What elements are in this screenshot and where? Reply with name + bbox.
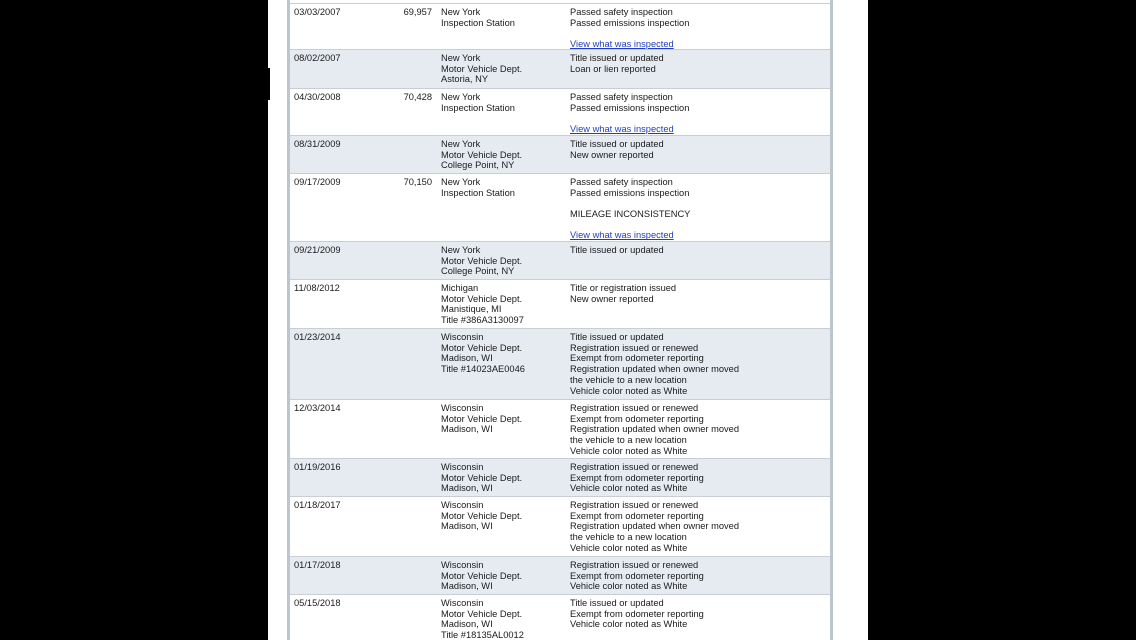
record-date: 12/03/2014 bbox=[294, 403, 341, 413]
source-line: Motor Vehicle Dept. bbox=[441, 608, 523, 619]
record-details bbox=[570, 283, 676, 304]
record-details bbox=[570, 177, 690, 241]
detail-line: Passed safety inspection bbox=[570, 7, 673, 17]
source-line: Motor Vehicle Dept. bbox=[441, 570, 523, 581]
record-date: 01/17/2018 bbox=[294, 560, 341, 570]
source-line: New York bbox=[441, 245, 481, 255]
detail-line: Exempt from odometer reporting bbox=[570, 472, 704, 483]
detail-line: Loan or lien reported bbox=[570, 63, 656, 74]
source-line: New York bbox=[441, 92, 481, 102]
record-details bbox=[570, 462, 704, 494]
source-line: Wisconsin bbox=[441, 403, 484, 413]
record-date: 11/08/2012 bbox=[294, 283, 340, 293]
detail-line: Passed emissions inspection bbox=[570, 102, 690, 113]
detail-line: Registration updated when owner moved bbox=[570, 364, 739, 375]
record-odometer: 69,957 bbox=[403, 7, 432, 17]
table-row bbox=[290, 458, 830, 497]
source-line: Motor Vehicle Dept. bbox=[441, 413, 523, 424]
source-line: Inspection Station bbox=[441, 17, 515, 28]
detail-line: Exempt from odometer reporting bbox=[570, 413, 704, 424]
source-line: Motor Vehicle Dept. bbox=[441, 149, 523, 160]
record-source bbox=[441, 403, 522, 435]
source-line: Inspection Station bbox=[441, 102, 515, 113]
table-row bbox=[290, 556, 830, 595]
detail-line: Vehicle color noted as White bbox=[570, 619, 688, 630]
mileage-inconsistency-note: MILEAGE INCONSISTENCY bbox=[570, 209, 691, 220]
source-line: Motor Vehicle Dept. bbox=[441, 293, 523, 304]
source-line: Wisconsin bbox=[441, 462, 484, 472]
source-line: Title #386A3130097 bbox=[441, 315, 524, 326]
record-source bbox=[441, 92, 515, 113]
detail-line: the vehicle to a new location bbox=[570, 435, 687, 446]
source-line: Wisconsin bbox=[441, 500, 484, 510]
record-source bbox=[441, 462, 522, 494]
detail-line: Vehicle color noted as White bbox=[570, 445, 688, 456]
record-source bbox=[441, 332, 525, 375]
record-date: 09/21/2009 bbox=[294, 245, 341, 255]
detail-line: Passed safety inspection bbox=[570, 177, 673, 187]
source-line: Wisconsin bbox=[441, 560, 484, 570]
source-line: Wisconsin bbox=[441, 598, 484, 608]
source-line: New York bbox=[441, 7, 481, 17]
record-odometer: 70,150 bbox=[403, 177, 432, 187]
source-line: New York bbox=[441, 53, 481, 63]
record-details bbox=[570, 92, 689, 135]
detail-line: Passed safety inspection bbox=[570, 92, 673, 102]
view-inspection-link[interactable]: View what was inspected bbox=[570, 230, 674, 241]
source-line: Motor Vehicle Dept. bbox=[441, 472, 523, 483]
record-source bbox=[441, 139, 522, 171]
record-source bbox=[441, 53, 522, 85]
table-row bbox=[290, 594, 830, 640]
record-date: 08/31/2009 bbox=[294, 139, 341, 149]
detail-line: Registration updated when owner moved bbox=[570, 521, 739, 532]
table-row bbox=[290, 135, 830, 174]
detail-line: Registration issued or renewed bbox=[570, 462, 699, 472]
detail-line: Registration issued or renewed bbox=[570, 403, 699, 413]
detail-line: Registration issued or renewed bbox=[570, 500, 699, 510]
record-date: 09/17/2009 bbox=[294, 177, 341, 187]
detail-line: Title issued or updated bbox=[570, 598, 664, 608]
detail-line: Exempt from odometer reporting bbox=[570, 353, 704, 364]
record-details bbox=[570, 403, 739, 457]
record-source bbox=[441, 560, 522, 592]
record-source bbox=[441, 245, 522, 277]
left-edge-marker bbox=[268, 68, 270, 100]
detail-line: the vehicle to a new location bbox=[570, 532, 687, 543]
detail-line: Exempt from odometer reporting bbox=[570, 510, 704, 521]
record-details bbox=[570, 560, 704, 592]
record-details bbox=[570, 245, 664, 256]
detail-line: Registration issued or renewed bbox=[570, 560, 699, 570]
source-line: Title #18135AL0012 bbox=[441, 630, 524, 640]
source-line: Inspection Station bbox=[441, 187, 515, 198]
detail-line: Vehicle color noted as White bbox=[570, 581, 688, 592]
history-rows bbox=[290, 4, 830, 640]
detail-line: Vehicle color noted as White bbox=[570, 542, 688, 553]
source-line: Motor Vehicle Dept. bbox=[441, 255, 523, 266]
table-row bbox=[290, 279, 830, 329]
detail-line: Vehicle color noted as White bbox=[570, 385, 688, 396]
record-date: 03/03/2007 bbox=[294, 7, 341, 17]
record-odometer: 70,428 bbox=[403, 92, 432, 102]
record-details bbox=[570, 500, 739, 554]
table-row bbox=[290, 399, 830, 459]
record-details bbox=[570, 598, 704, 630]
detail-line: Title issued or updated bbox=[570, 332, 664, 342]
table-row bbox=[290, 49, 830, 89]
record-source bbox=[441, 7, 515, 28]
detail-line: Exempt from odometer reporting bbox=[570, 570, 704, 581]
detail-line: Registration issued or renewed bbox=[570, 342, 699, 353]
source-line: Astoria, NY bbox=[441, 74, 489, 85]
detail-line: Title issued or updated bbox=[570, 245, 664, 255]
detail-line: Title issued or updated bbox=[570, 53, 664, 63]
view-inspection-link[interactable]: View what was inspected bbox=[570, 124, 674, 135]
record-source bbox=[441, 500, 522, 532]
detail-line: Passed emissions inspection bbox=[570, 17, 690, 28]
record-details bbox=[570, 139, 664, 160]
record-date: 04/30/2008 bbox=[294, 92, 341, 102]
table-row bbox=[290, 88, 830, 136]
source-line: Motor Vehicle Dept. bbox=[441, 342, 523, 353]
table-row bbox=[290, 328, 830, 400]
table-row bbox=[290, 173, 830, 242]
record-date: 01/19/2016 bbox=[294, 462, 341, 472]
view-inspection-link[interactable]: View what was inspected bbox=[570, 39, 674, 50]
detail-line: Registration updated when owner moved bbox=[570, 424, 739, 435]
source-line: Madison, WI bbox=[441, 619, 493, 630]
source-line: College Point, NY bbox=[441, 160, 515, 171]
record-source bbox=[441, 283, 524, 326]
source-line: College Point, NY bbox=[441, 266, 515, 277]
source-line: Madison, WI bbox=[441, 353, 493, 364]
detail-line: New owner reported bbox=[570, 293, 654, 304]
record-date: 01/23/2014 bbox=[294, 332, 341, 342]
detail-line: Vehicle color noted as White bbox=[570, 483, 688, 494]
source-line: Michigan bbox=[441, 283, 479, 293]
source-line: Wisconsin bbox=[441, 332, 484, 342]
table-row bbox=[290, 241, 830, 280]
source-line: Madison, WI bbox=[441, 483, 493, 494]
detail-line: Exempt from odometer reporting bbox=[570, 608, 704, 619]
detail-line: Title or registration issued bbox=[570, 283, 677, 293]
table-row bbox=[290, 496, 830, 557]
record-details bbox=[570, 332, 739, 396]
source-line: Motor Vehicle Dept. bbox=[441, 63, 523, 74]
record-date: 01/18/2017 bbox=[294, 500, 341, 510]
detail-line: Title issued or updated bbox=[570, 139, 664, 149]
source-line: Madison, WI bbox=[441, 424, 493, 435]
source-line: Title #14023AE0046 bbox=[441, 364, 525, 375]
detail-line: the vehicle to a new location bbox=[570, 374, 687, 385]
history-table bbox=[287, 0, 833, 640]
record-details bbox=[570, 7, 689, 50]
source-line: New York bbox=[441, 139, 481, 149]
record-details bbox=[570, 53, 664, 74]
source-line: New York bbox=[441, 177, 481, 187]
record-date: 05/15/2018 bbox=[294, 598, 341, 608]
record-date: 08/02/2007 bbox=[294, 53, 341, 63]
record-source bbox=[441, 177, 515, 198]
source-line: Madison, WI bbox=[441, 581, 493, 592]
table-row bbox=[290, 3, 830, 50]
source-line: Motor Vehicle Dept. bbox=[441, 510, 523, 521]
source-line: Madison, WI bbox=[441, 521, 493, 532]
detail-line: Passed emissions inspection bbox=[570, 187, 690, 198]
source-line: Manistique, MI bbox=[441, 304, 502, 315]
record-source bbox=[441, 598, 524, 640]
detail-line: New owner reported bbox=[570, 149, 654, 160]
